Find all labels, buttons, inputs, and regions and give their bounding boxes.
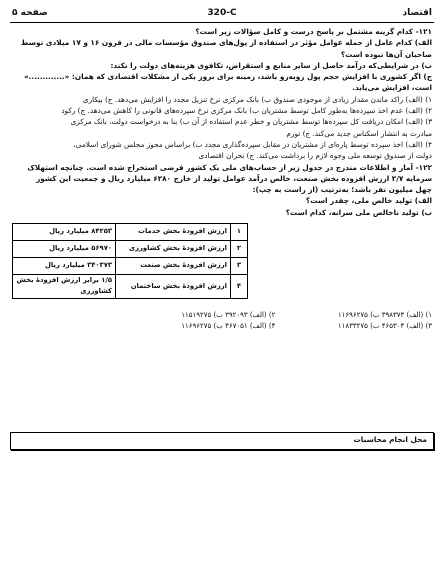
q122-part-b: ب) تولید ناخالص ملی سرانه، کدام است؟ xyxy=(285,207,432,217)
q122-options-row-2 xyxy=(12,321,432,332)
q121-option-3[interactable]: ۳) (الف) امکان دریافت کل سپرده‌ها توسط مشتریان و خطر عدم استفاده از آن ب) بنا به درخواست دولت، بانک مرکزی xyxy=(70,117,432,127)
table-row xyxy=(13,275,248,299)
question-121-stem: ۱۲۱- کدام گزینه مشتمل بر پاسخ درست و کامل سؤالات زیر است؟ xyxy=(195,27,432,36)
q121-option-4-cont: دولت از صندوق توسعه ملی وجوه لازم را برداشت می‌کند. ج) بحران اقتصادی xyxy=(198,151,432,161)
row-value: ۵۶۹۷۰ میلیارد ریال xyxy=(13,241,116,258)
q121-part-a-cont: صاحبان آن‌ها نبوده است؟ xyxy=(340,49,432,59)
q122-option-4[interactable]: ۴) (الف) ۴۶۷۰۵۱ ب) ۱۱۶۹۶۲۷۵ xyxy=(181,322,276,331)
calculation-area-label: محل انجام محاسبات xyxy=(353,435,427,444)
subject-title: اقتصاد xyxy=(402,8,432,18)
row-item: ارزش افزودهٔ بخش صنعت xyxy=(116,258,231,275)
q121-option-4[interactable]: ۴) (الف) اخذ سپرده توسط پاره‌ای از مشتریان در مقابل سپرده‌گذاری مجدد ب) براساس مجوز مجلس شورای اسلامی، xyxy=(73,139,432,149)
table-row xyxy=(13,224,248,241)
q122-line-3: چهل میلیون نفر باشد؛ به‌ترتیب (از راست به چپ): xyxy=(252,185,432,195)
q122-line-2: سرمایه ۲/۷ ارزش افزوده بخش صنعت، خالص درآمد عوامل تولید از خارج ۶۲۸۰ میلیارد ریال و جمعیت این کشور xyxy=(36,173,432,183)
page-header xyxy=(10,8,434,22)
question-122-stem: ۱۲۲- آمار و اطلاعات مندرج در جدول زیر از حساب‌های ملی یک کشور فرضی استخراج شده است. چنانچه استهلاک xyxy=(27,162,432,172)
q122-option-2[interactable]: ۲) (الف) ۳۹۲۰۹۳ ب) ۱۱۵۱۹۲۷۵ xyxy=(181,311,276,320)
row-number: ۱ xyxy=(231,224,248,241)
row-item: ارزش افزودهٔ بخش خدمات xyxy=(116,224,231,241)
row-value: ۳۴۰۳۷۳ میلیارد ریال xyxy=(13,258,116,275)
q121-option-3-cont: مبادرت به انتشار اسکناس جدید می‌کند. ج) تورم xyxy=(286,128,432,138)
value-added-table xyxy=(12,223,248,299)
booklet-code: 320-C xyxy=(207,8,237,18)
questions-body xyxy=(12,26,432,333)
row-number: ۲ xyxy=(231,241,248,258)
value-added-table-wrap xyxy=(12,218,432,310)
row-value: ۸۴۲۵۳ میلیارد ریال xyxy=(13,224,116,241)
row-item: ارزش افزودهٔ بخش ساختمان xyxy=(116,275,231,299)
q121-option-1[interactable]: ۱) (الف) راکد ماندن مقدار زیادی از موجودی صندوق ب) بانک مرکزی نرخ تنزیل مجدد را افزایش می‌دهد. ج) بیکاری xyxy=(82,94,432,104)
table-row xyxy=(13,258,248,275)
row-value: ۱/۵ برابر ارزش افزودهٔ بخش کشاورزی xyxy=(13,275,116,299)
q122-option-3[interactable]: ۳) (الف) ۴۶۵۳۰۴ ب) ۱۱۸۳۳۲۷۵ xyxy=(337,322,432,331)
header-divider xyxy=(10,22,434,23)
row-number: ۴ xyxy=(231,275,248,299)
q121-part-a: الف) کدام عامل از جمله عوامل مؤثر در استفاده از پول‌های صندوق مؤسسات مالی در قرون ۱۶ و ۱۷ میلادی توسط xyxy=(21,38,432,48)
q122-part-a: الف) تولید خالص ملی، چقدر است؟ xyxy=(305,196,432,206)
q121-option-2[interactable]: ۲) (الف) عدم اخذ سپرده‌ها به‌طور کامل توسط مشتریان ب) بانک مرکزی نرخ سپرده‌های قانونی را کاهش می‌دهد. ج) رکود xyxy=(61,106,432,116)
q121-part-c-cont: است، افزایش می‌یابد. xyxy=(352,83,432,93)
q121-part-c: ج) اگر کشوری با افزایش حجم پول روبه‌رو باشد، زمینه برای بروز یکی از مشکلات اقتصادی که همان: «.............» xyxy=(23,72,432,82)
table-row xyxy=(13,241,248,258)
q122-option-1[interactable]: ۱) (الف) ۳۹۸۳۷۳ ب) ۱۱۶۹۶۲۷۵ xyxy=(337,311,432,320)
calculation-area-box xyxy=(10,432,434,450)
row-item: ارزش افزودهٔ بخش کشاورزی xyxy=(116,241,231,258)
row-number: ۳ xyxy=(231,258,248,275)
q121-part-b: ب) در شرایطی‌که درآمد حاصل از سایر منابع و استقراض، تکافوی هزینه‌های دولت را نکند: xyxy=(110,60,432,70)
page-number: صفحه ۵ xyxy=(12,8,48,18)
q122-options-row-1 xyxy=(12,310,432,321)
